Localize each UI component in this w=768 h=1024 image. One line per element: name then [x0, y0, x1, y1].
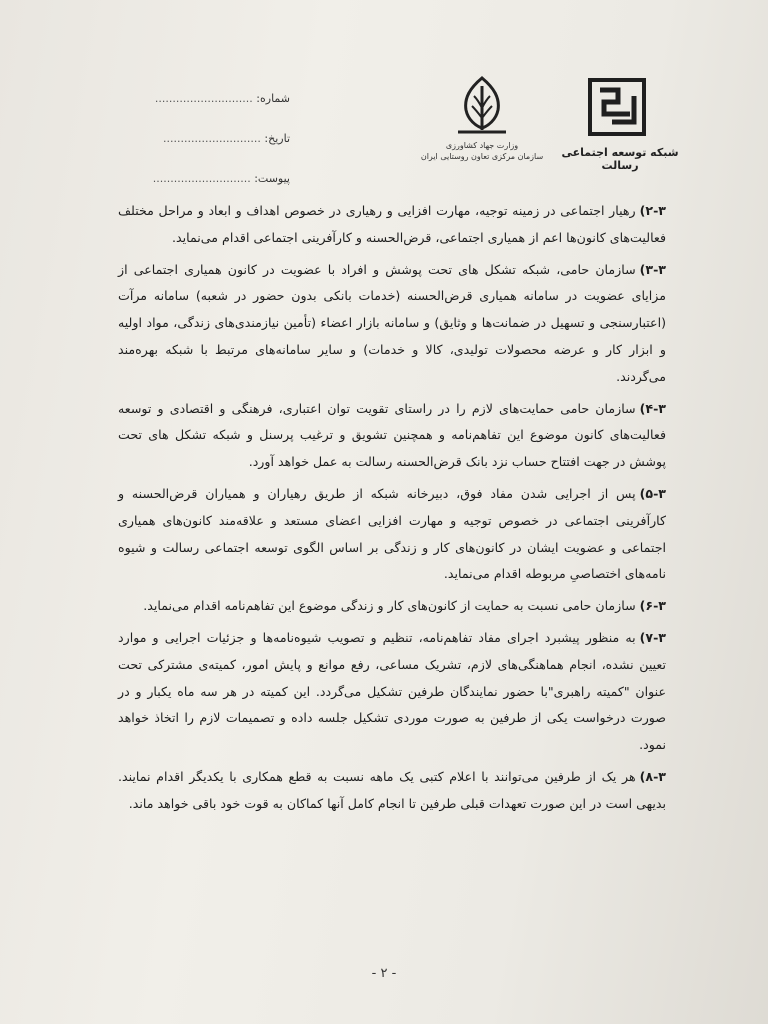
document-body: [118, 198, 666, 818]
date-label: تاریخ:: [264, 132, 290, 145]
attachment-dots: ............................: [152, 172, 251, 185]
network-logo: [560, 74, 680, 174]
network-caption: شبکه توسعه اجتماعی رسالت: [561, 146, 679, 172]
clause-3-2: [118, 198, 666, 252]
network-emblem-icon: [560, 74, 680, 140]
date-field: [130, 128, 290, 150]
ministry-caption: [418, 140, 546, 162]
clause-text: رهیار اجتماعی در زمینه توجیه، مهارت افزایی و رهیاری در خصوص اهداف و ابعاد و مراحل مختلف فعالیت‌های کانون‌ها اعم از همیاری اجتماعی، قرض‌الحسنه و کارآفرینی اجتماعی اقدام می‌نماید.: [118, 203, 666, 245]
clause-3-7: [118, 625, 666, 759]
attachment-field: [130, 168, 290, 190]
ministry-logo: [418, 74, 546, 174]
clause-text: هر یک از طرفین می‌توانند با اعلام کتبی یک ماهه نسبت به قطع همکاری با یکدیگر اقدام نمایند. بدیهی است در این صورت تعهدات قبلی طرفین تا انجام کامل آنها کماکان به قوت خود باقی خواهد ماند.: [118, 768, 666, 811]
clause-3-3: [118, 257, 666, 391]
clause-text: سازمان حامی، شبکه تشکل های تحت پوشش و افراد با عضویت در کانون همیاری اجتماعی از مزایای عضویت در سامانه همیاری قرض‌الحسنه (خدمات بانکی بدون حضور در شعبه) سامانه مرآت (اعتبارسنجی و تسهیل در ضمانت‌ها و وثایق) و سامانه بازار اعضاء (تأمین نیازمندی‌های زندگی، مواد اولیه و ابزار کار و عرضه محصولات تولیدی، کالا و خدمات) و سایر سامانه‌های مرتبط با شبکه بهره‌مند می‌گردند.: [118, 261, 666, 384]
clause-3-6: [118, 593, 666, 620]
clause-number: ۵-۳): [639, 485, 666, 501]
page-number: - ۲ -: [371, 966, 397, 981]
number-label: شماره:: [256, 92, 290, 105]
clause-text: پس از اجرایی شدن مفاد فوق، دبیرخانه شبکه از طریق رهیاران و همیاران قرض‌الحسنه و کارآفرینی اجتماعی در خصوص توجیه و مهارت افزایی اعضای مستعد و علاقه‌مند کانون‌های همیاری اجتماعی و عضویت ایشان در کانون‌های کار و زندگی بر اساس الگوی توسعه اجتماعی رسالت و شیوه نامه‌های اختصاصیِ مربوطه اقدام می‌نماید.: [118, 485, 666, 582]
clause-number: ۴-۳): [639, 400, 666, 416]
ministry-caption-line-2: سازمان مرکزی تعاون روستایی ایران: [420, 152, 544, 161]
clause-3-4: [118, 396, 666, 476]
date-dots: ............................: [163, 132, 261, 145]
clause-number: ۶-۳): [639, 598, 666, 614]
clause-text: سازمان حامی نسبت به حمایت از کانون‌های کار و زندگی موضوع این تفاهم‌نامه اقدام می‌نماید.: [143, 598, 636, 614]
attachment-label: پیوست:: [254, 172, 290, 185]
ministry-emblem-icon: [418, 74, 546, 140]
clause-number: ۷-۳): [639, 629, 666, 645]
clause-3-5: [118, 481, 666, 588]
clause-3-8: [118, 764, 666, 818]
clause-text: سازمان حامی حمایت‌های لازم را در راستای تقویت توان اعتباری، فرهنگی و اقتصادی و توسعه فعالیت‌های کانون موضوع این تفاهم‌نامه و همچنین تشویق و ترغیب پرسنل و شبکه تشکل های تحت پوشش در جهت افتتاح حساب نزد بانک قرض‌الحسنه رسالت به عمل خواهد آورد.: [118, 400, 666, 470]
clause-number: ۲-۳): [639, 203, 666, 218]
clause-number: ۸-۳): [639, 768, 666, 784]
ministry-caption-line-1: وزارت جهاد کشاورزی: [445, 141, 519, 150]
clause-text: به منظور پیشبرد اجرای مفاد تفاهم‌نامه، تنظیم و تصویب شیوه‌نامه‌ها و جزئیات اجرایی و موارد تعیین نشده، انجام هماهنگی‌های لازم، تشریک مساعی، رفع موانع و پایش امور، کمیته‌ی مشترکی تحت عنوان "کمیته راهبری"با حضور نمایندگان طرفین تشکیل می‌گردد. این کمیته در هر سه ماه یکبار و در صورت درخواست یکی از طرفین به صورت موردی تشکیل جلسه داده و تصمیمات لازم را اتخاذ خواهد نمود.: [118, 629, 666, 753]
clause-number: ۳-۳): [639, 261, 666, 277]
header-meta: [130, 88, 290, 208]
number-dots: ............................: [154, 92, 253, 105]
number-field: [130, 88, 290, 110]
